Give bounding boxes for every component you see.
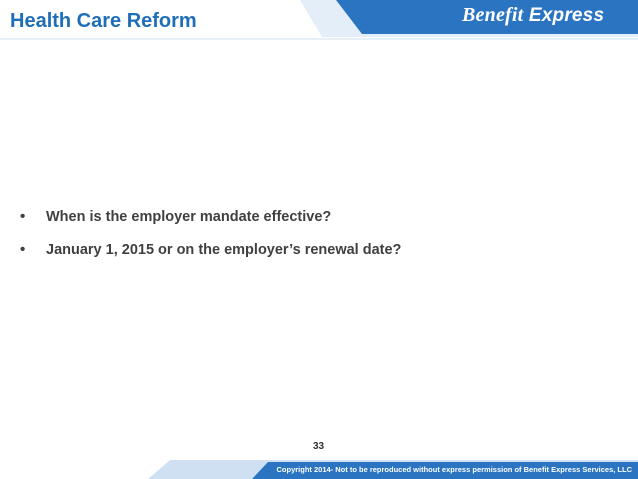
page-title: Health Care Reform <box>10 10 197 32</box>
logo-word-express: Express <box>528 5 605 26</box>
copyright-text: Copyright 2014- Not to be reproduced without express permission of Benefit Express Services, LLC <box>276 465 632 474</box>
bullet-item <box>20 208 401 226</box>
page-number: 33 <box>313 441 325 452</box>
header-bar <box>0 0 638 46</box>
footer-bar <box>0 460 638 479</box>
bullet-list <box>20 208 401 274</box>
logo-word-benefit: Benefit <box>462 4 524 26</box>
bullet-dot: • <box>20 241 26 258</box>
bullet-dot: • <box>20 208 26 225</box>
bullet-text: When is the employer mandate effective? <box>46 209 332 225</box>
bullet-text: January 1, 2015 or on the employer’s renewal date? <box>46 242 402 258</box>
benefit-express-logo <box>462 4 604 27</box>
bullet-item <box>20 241 401 259</box>
